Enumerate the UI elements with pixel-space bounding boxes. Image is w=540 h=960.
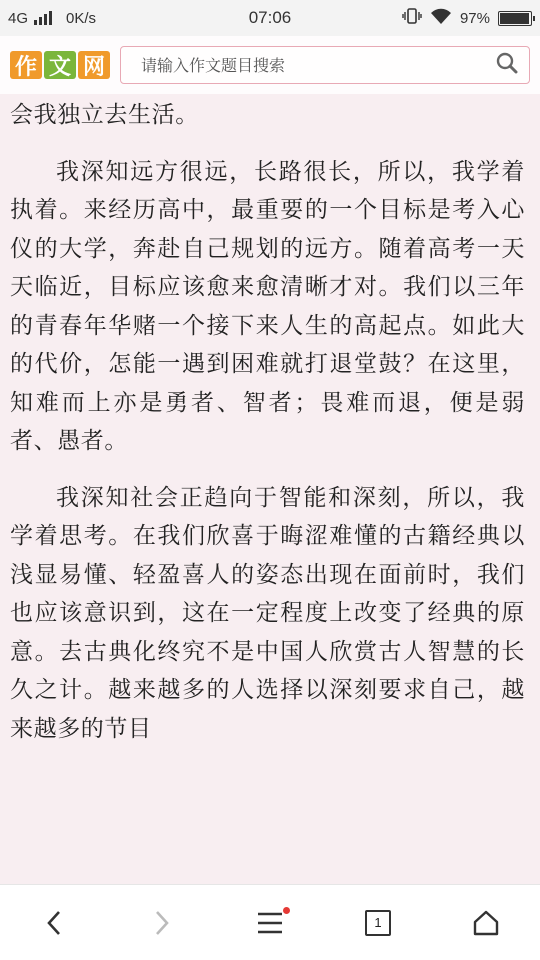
network-speed: 0K/s xyxy=(66,9,97,27)
status-time: 07:06 xyxy=(248,8,292,27)
signal-icon xyxy=(34,11,52,25)
battery-icon xyxy=(498,11,532,26)
logo-char: 网 xyxy=(78,51,110,79)
site-logo[interactable] xyxy=(10,51,110,79)
network-type: 4G xyxy=(8,9,29,27)
tabs-button[interactable] xyxy=(348,893,408,953)
tab-count: 1 xyxy=(365,910,391,936)
vibrate-icon xyxy=(402,7,422,29)
article-content xyxy=(10,94,525,884)
home-button[interactable] xyxy=(456,893,516,953)
status-left xyxy=(8,10,208,27)
menu-button[interactable] xyxy=(240,893,300,953)
logo-char: 作 xyxy=(10,51,42,79)
article-paragraph: 我深知远方很远，长路很长，所以，我学着执着。来经历高中，最重要的一个目标是考入心仪的大学，奔赴自己规划的远方。随着高考一天天临近，目标应该愈来愈清晰才对。我们以三年的青春年华赌一个接下来人生的高起点。如此大的代价，怎能一遇到困难就打退堂鼓？在这里，知难而上亦是勇者、智者；畏难而退，便是弱者、愚者。 xyxy=(10,158,525,454)
search-icon[interactable] xyxy=(495,51,519,79)
search-input[interactable] xyxy=(141,56,495,75)
status-right xyxy=(332,7,532,29)
logo-char: 文 xyxy=(44,51,76,79)
menu-icon xyxy=(256,911,284,935)
chevron-right-icon xyxy=(152,909,172,937)
battery-fill xyxy=(500,13,529,24)
home-icon xyxy=(472,910,500,936)
notification-dot xyxy=(283,907,290,914)
search-box[interactable] xyxy=(120,46,530,84)
wifi-icon xyxy=(430,8,452,29)
battery-percent: 97% xyxy=(459,9,490,27)
forward-button[interactable] xyxy=(132,893,192,953)
article-paragraph: 我深知社会正趋向于智能和深刻，所以，我学着思考。在我们欣喜于晦涩难懂的古籍经典以浅显易懂、轻盈喜人的姿态出现在面前时，我们也应该意识到，这在一定程度上改变了经典的原意。去古典化终究不是中国人欣赏古人智慧的长久之计。越来越多的人选择以深刻要求自己，越来越多的节目 xyxy=(10,484,525,742)
bottom-nav xyxy=(0,884,540,960)
back-button[interactable] xyxy=(24,893,84,953)
chevron-left-icon xyxy=(44,909,64,937)
article-first-line: 会我独立去生活。 xyxy=(10,102,199,128)
status-bar xyxy=(0,0,540,36)
site-header xyxy=(0,36,540,94)
